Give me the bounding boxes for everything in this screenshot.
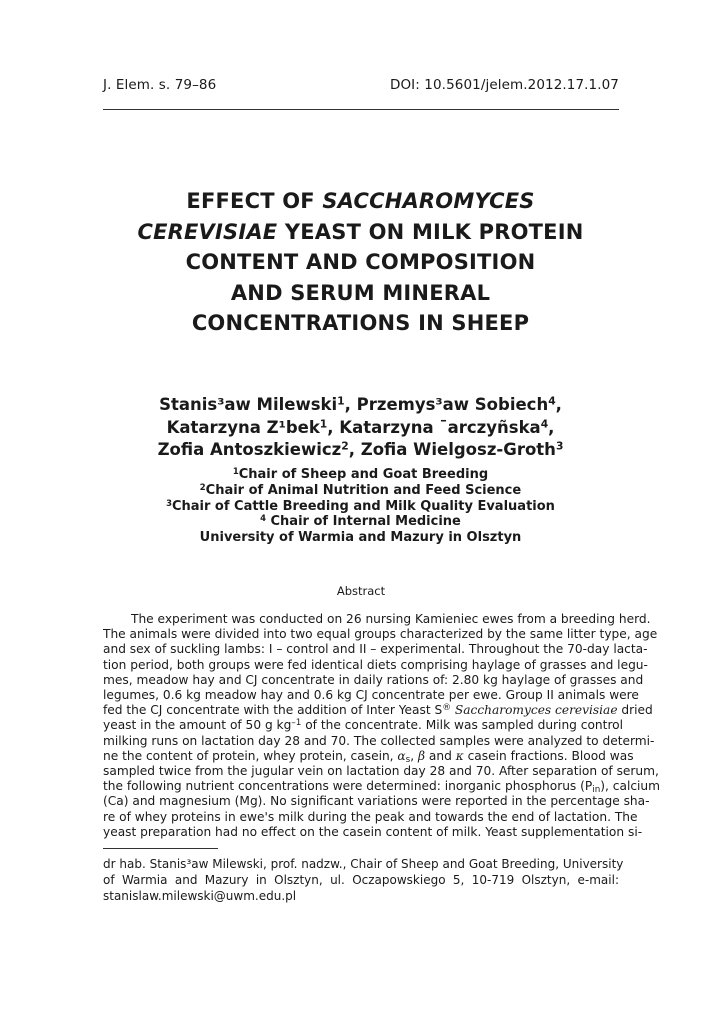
running-head [103,77,619,93]
abstract-body [103,612,661,840]
abstract-line: The experiment was conducted on 26 nursing Kamieniec ewes from a breeding herd. [131,612,651,626]
author: Przemys³aw Sobiech [356,395,549,414]
abstract-line: yeast in the amount of 50 g $kg^{-1}$ of the concentrate. Milk was sampled during control [103,718,624,733]
abstract-line: ne the content of protein, whey protein, casein, $\alpha_s$, β and κ casein fractions. Blood was [103,748,634,766]
author: Zofia Wielgosz-Groth [360,440,556,459]
abstract-line: the following nutrient concentrations were determined: inorganic phosphorus $(P_{in})$, calcium [103,779,661,796]
footnote-divider [103,848,218,849]
affiliation: $^4$ Chair of Internal Medicine [260,513,461,530]
affiliation: $^1$Chair of Sheep and Goat Breeding [232,465,489,482]
author: Stanis³aw Milewski [159,395,338,414]
footnote-email: stanislaw.milewski@uwm.edu.pl [103,889,297,903]
paper-title: EFFECT OF SACCHAROMYCES CEREVISIAE YEAST ON MILK PROTEIN CONTENT AND COMPOSITION AND SERUM MINERAL CONCENTRATIONS IN SHEEP [137,189,584,335]
header-divider [103,109,619,110]
abstract-line: legumes, 0.6 kg meadow hay and 0.6 kg CJ concentrate per ewe. Group II animals were [103,688,639,703]
abstract-line: fed the CJ concentrate with the addition of Inter Yeast S® Saccharomyces cerevisiae dried [103,703,653,718]
abstract-line: yeast preparation had no effect on the casein content of milk. Yeast supplementation si- [103,824,643,839]
journal-citation: J. Elem. s. 79–86 [103,77,217,93]
author: Katarzyna ¯arczyñska [339,417,541,437]
abstract-line: (Ca) and magnesium (Mg). No significant variations were reported in the percentage sha- [103,794,650,809]
footnote [103,856,624,904]
abstract-line: and sex of suckling lambs: I – control and II – experimental. Throughout the 70-day lacta- [103,642,648,657]
affiliations [90,467,631,546]
abstract-heading: Abstract [336,584,386,598]
abstract-line: milking runs on lactation day 28 and 70. The collected samples were analyzed to determi- [103,733,655,748]
footnote-line: dr hab. Stanis³aw Milewski, prof. nadzw., Chair of Sheep and Goat Breeding, University [103,857,624,871]
abstract-line: mes, meadow hay and CJ concentrate in daily rations of: 2.80 kg haylage of grasses and [103,672,644,687]
university: University of Warmia and Mazury in Olsztyn [199,530,522,546]
author: Zofia Antoszkiewicz [157,440,342,459]
affiliation: $^3$Chair of Cattle Breeding and Milk Quality Evaluation [166,497,555,514]
footnote-line: of Warmia and Mazury in Olsztyn, ul. Oczapowskiego 5, 10-719 Olsztyn, e-mail: [103,873,619,887]
author-list: Stanis³aw Milewski$^1$, Przemys³aw Sobiech$^4$, Katarzyna Z¹bek$^1$, Katarzyna ¯arczyñska$^4$, Zofia Antoszkiewicz$^2$, Zofia Wielgosz-Groth$^3$ [157,394,564,459]
doi: DOI: 10.5601/jelem.2012.17.1.07 [389,77,619,93]
abstract-line: The animals were divided into two equal groups characterized by the same litter type, age [103,627,658,642]
abstract-line: sampled twice from the jugular vein on lactation day 28 and 70. After separation of serum, [103,764,659,779]
author: Katarzyna Z¹bek [166,417,320,437]
abstract-line: re of whey proteins in ewe's milk during the peak and towards the end of lactation. The [103,809,638,824]
affiliation: $^2$Chair of Animal Nutrition and Feed Science [199,481,522,498]
abstract-line: tion period, both groups were fed identical diets comprising haylage of grasses and legu- [103,657,648,672]
